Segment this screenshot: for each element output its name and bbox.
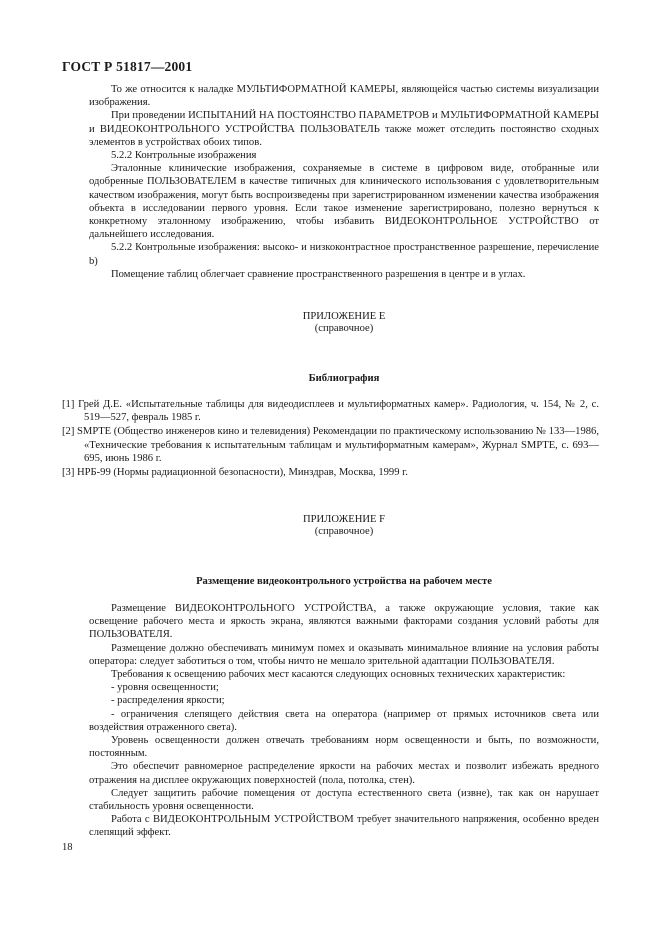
paragraph: Размещение должно обеспечивать минимум помех и оказывать минимальное влияние на условия работы оператора: следует заботиться о том, чтобы ничто не мешало зрительной адаптации ПОЛЬЗОВАТЕЛЯ.	[89, 642, 599, 667]
section-body	[89, 83, 599, 281]
paragraph: Эталонные клинические изображения, сохраняемые в системе в цифровом виде, отобранные или одобренные ПОЛЬЗОВАТЕЛЕМ в качестве типичных для клинического использования с удовлетворительным качеством изображения, могут быть воспроизведены при зарегистрированном изменении качества изображения объекта в исследовании первого уровня. Если такое изменение зарегистрировано, полезно вернуться к конкретному эталонному изображению, чтобы избавить ВИДЕОКОНТРОЛЬНОЕ УСТРОЙСТВО от дальнейшего исследования.	[89, 163, 599, 241]
paragraph: 5.2.2 Контрольные изображения: высоко- и низкоконтрастное пространственное разрешение, перечисление b)	[89, 242, 599, 267]
bibliography-entry: [2] SMPTE (Общество инженеров кино и телевидения) Рекомендации по практическому использованию № 133—1986, «Технические требования к испытательным таблицам и мультиформатным камерам», Журнал SMPTE, с. 693—695, июнь 1986 г.	[62, 426, 599, 464]
appendix-f-heading	[89, 514, 599, 538]
bibliography-list	[62, 398, 599, 480]
list-item: - уровня освещенности;	[111, 682, 219, 694]
page-number: 18	[62, 842, 73, 853]
list-item: - ограничения слепящего действия света на оператора (например от прямых источников света или воздействия отраженного света).	[89, 708, 599, 733]
bibliography-heading: Библиография	[308, 373, 380, 384]
paragraph: Помещение таблиц облегчает сравнение пространственного разрешения в центре и в углах.	[111, 268, 526, 280]
paragraph: Требования к освещению рабочих мест касаются следующих основных технических характеристик:	[111, 669, 566, 681]
bibliography-entry: [1] Грей Д.Е. «Испытательные таблицы для видеодисплеев и мультиформатных камер». Радиология, ч. 154, № 2, с. 519—527, февраль 1985 г.	[62, 399, 599, 424]
paragraph: При проведении ИСПЫТАНИЙ НА ПОСТОЯНСТВО ПАРАМЕТРОВ и МУЛЬТИФОРМАТНОЙ КАМЕРЫ и ВИДЕОКОНТРОЛЬНОГО УСТРОЙСТВА ПОЛЬЗОВАТЕЛЬ также может отследить постоянство сходных элементов в устройствах обоих типов.	[89, 110, 599, 148]
document-header: ГОСТ Р 51817—2001	[62, 59, 193, 74]
list-item: - распределения яркости;	[111, 695, 225, 707]
paragraph: Это обеспечит равномерное распределение яркости на рабочих местах и позволит избежать вредного отражения на дисплее окружающих поверхностей (пола, потолка, стен).	[89, 761, 599, 786]
appendix-subtitle: (справочное)	[314, 526, 374, 537]
appendix-title: ПРИЛОЖЕНИЕ E	[302, 311, 386, 322]
paragraph: То же относится к наладке МУЛЬТИФОРМАТНОЙ КАМЕРЫ, являющейся частью системы визуализации изображения.	[89, 84, 599, 109]
appendix-e-heading	[89, 311, 599, 335]
paragraph: Работа с ВИДЕОКОНТРОЛЬНЫМ УСТРОЙСТВОМ требует значительного напряжения, особенно вреден слепящий эффект.	[89, 814, 599, 839]
subsection-title: 5.2.2 Контрольные изображения	[111, 150, 257, 162]
appendix-subtitle: (справочное)	[314, 323, 374, 334]
appendix-f-title: Размещение видеоконтрольного устройства на рабочем месте	[196, 576, 492, 587]
appendix-f-body	[89, 602, 599, 840]
paragraph: Следует защитить рабочие помещения от доступа естественного света (извне), так как он нарушает стабильность уровня освещенности.	[89, 787, 599, 813]
paragraph: Уровень освещенности должен отвечать требованиям норм освещенности и быть, по возможности, постоянным.	[89, 735, 599, 760]
paragraph: Размещение ВИДЕОКОНТРОЛЬНОГО УСТРОЙСТВА, а также окружающие условия, такие как освещение рабочего места и яркость экрана, являются важными факторами создания условий работы для ПОЛЬЗОВАТЕЛЯ.	[89, 603, 599, 641]
bibliography-entry: [3] НРБ-99 (Нормы радиационной безопасности), Минздрав, Москва, 1999 г.	[62, 467, 408, 479]
appendix-title: ПРИЛОЖЕНИЕ F	[302, 514, 386, 525]
